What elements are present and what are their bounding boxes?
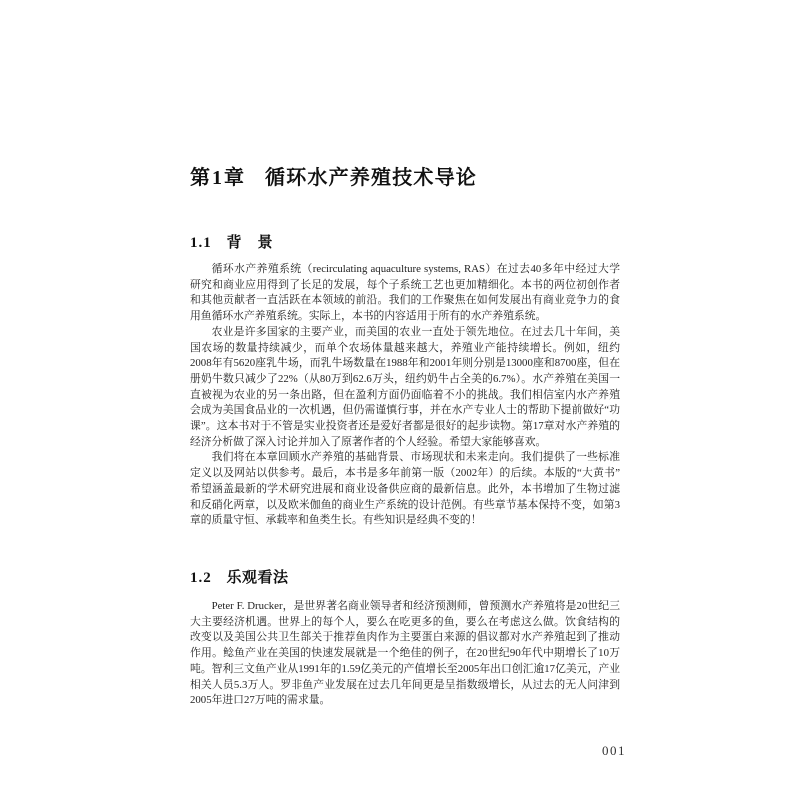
section-heading-optimism [190, 566, 289, 587]
chapter-title: 循环水产养殖技术导论 [265, 167, 477, 189]
section-heading-background [190, 231, 273, 252]
section-title: 背 景 [226, 235, 274, 251]
chapter-heading [190, 161, 477, 190]
chapter-number: 第1章 [190, 167, 246, 189]
section-background-body [190, 262, 620, 529]
paragraph: 农业是许多国家的主要产业，而美国的农业一直处于领先地位。在过去几十年间，美国农场的数量持续减少，而单个农场体量越来越大，养殖业产能持续增长。例如，纽约2008年有5620座乳牛场，而乳牛场数量在1988年和2001年则分别是13000座和8700座，但在册奶牛数只减少了22%（从80万到62.6万头，纽约奶牛占全美的6.7%）。水产养殖在美国一直被视为农业的另一条出路，但在盈利方面仍面临着不小的挑战。我们相信室内水产养殖会成为美国食品业的一次机遇，但仍需谨慎行事，并在水产专业人士的帮助下提前做好“功课”。这本书对于不管是实业投资者还是爱好者都是很好的起步读物。第17章对水产养殖的经济分析做了深入讨论并加入了原著作者的个人经验。希望大家能够喜欢。 [190, 325, 620, 448]
page-number: 001 [602, 743, 626, 758]
section-optimism-body [190, 599, 620, 709]
section-number: 1.1 [190, 235, 212, 251]
paragraph: 我们将在本章回顾水产养殖的基础背景、市场现状和未来走向。我们提供了一些标准定义以及网站以供参考。最后，本书是多年前第一版（2002年）的后续。本版的“大黄书”希望涵盖最新的学术研究进展和商业设备供应商的最新信息。此外，本书增加了生物过滤和反硝化两章，以及欧米伽鱼的商业生产系统的设计范例。有些章节基本保持不变，如第3章的质量守恒、承载率和鱼类生长。有些知识是经典不变的！ [190, 451, 620, 527]
section-number: 1.2 [190, 570, 212, 586]
paragraph: 循环水产养殖系统（recirculating aquaculture systems, RAS）在过去40多年中经过大学研究和商业应用得到了长足的发展，每个子系统工艺也更加精细化。本书的两位初创作者和其他贡献者一直活跃在本领域的前沿。我们的工作聚焦在如何发展出有商业竞争力的食用鱼循环水产养殖系统。实际上，本书的内容适用于所有的水产养殖系统。 [190, 263, 620, 323]
paragraph: Peter F. Drucker，是世界著名商业领导者和经济预测师，曾预测水产养殖将是20世纪三大主要经济机遇。世界上的每个人，要么在吃更多的鱼，要么在考虑这么做。饮食结构的改变以及美国公共卫生部关于推荐鱼肉作为主要蛋白来源的倡议都对水产养殖起到了推动作用。鲶鱼产业在美国的快速发展就是一个绝佳的例子，在20世纪90年代中期增长了10万吨。智利三文鱼产业从1991年的1.59亿美元的产值增长至2005年出口创汇逾17亿美元，产业相关人员5.3万人。罗非鱼产业发展在过去几年间更是呈指数级增长，从过去的无人问津到2005年进口27万吨的需求量。 [190, 600, 620, 707]
section-title: 乐观看法 [226, 570, 289, 586]
